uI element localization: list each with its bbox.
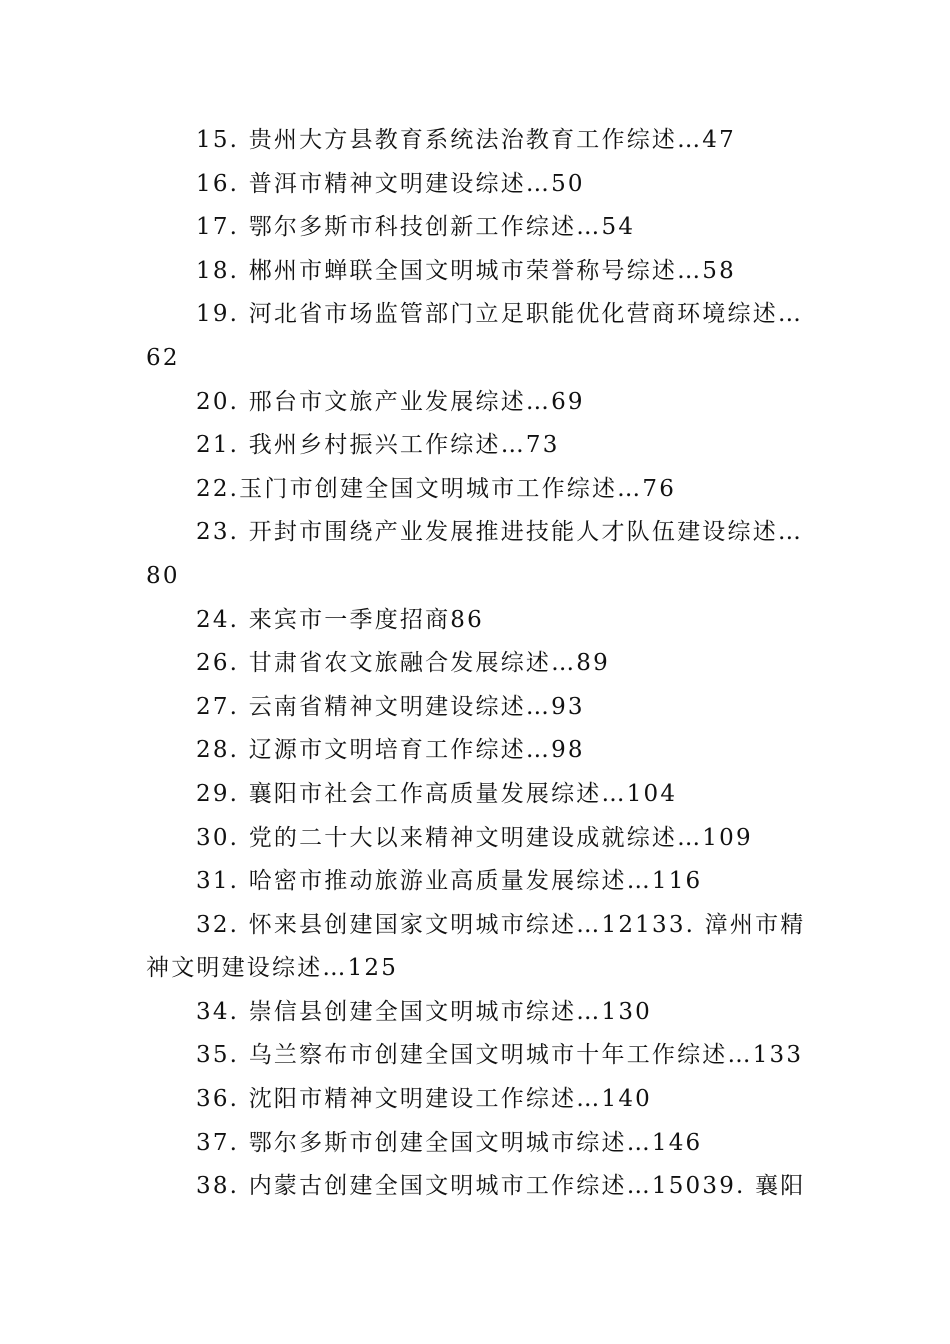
toc-entry-27: 27. 云南省精神文明建设综述…93 <box>196 693 585 720</box>
toc-entry-37: 37. 鄂尔多斯市创建全国文明城市综述…146 <box>196 1129 703 1156</box>
toc-entry-16: 16. 普洱市精神文明建设综述…50 <box>196 170 585 197</box>
toc-entry-20: 20. 邢台市文旅产业发展综述…69 <box>196 388 585 415</box>
toc-entry-26: 26. 甘肃省农文旅融合发展综述…89 <box>196 650 610 677</box>
toc-entry-23: 23. 开封市围绕产业发展推进技能人才队伍建设综述…80 <box>146 519 804 589</box>
toc-entry-17: 17. 鄂尔多斯市科技创新工作综述…54 <box>196 214 636 241</box>
toc-entry-24: 24. 来宾市一季度招商86 <box>196 606 484 633</box>
toc-entry-38: 38. 内蒙古创建全国文明城市工作综述…15039. 襄阳 <box>196 1173 806 1200</box>
toc-entry-36: 36. 沈阳市精神文明建设工作综述…140 <box>196 1086 652 1113</box>
toc-entry-32: 32. 怀来县创建国家文明城市综述…12133. 漳州市精神文明建设综述…125 <box>146 911 806 982</box>
toc-entry-31: 31. 哈密市推动旅游业高质量发展综述…116 <box>196 868 703 895</box>
toc-entry-22: 22.玉门市创建全国文明城市工作综述…76 <box>196 475 677 502</box>
toc-entry-21: 21. 我州乡村振兴工作综述…73 <box>196 432 560 459</box>
toc-entry-28: 28. 辽源市文明培育工作综述…98 <box>196 737 585 764</box>
toc-entry-30: 30. 党的二十大以来精神文明建设成就综述…109 <box>196 824 753 851</box>
toc-entry-34: 34. 崇信县创建全国文明城市综述…130 <box>196 998 652 1025</box>
table-of-contents <box>146 119 808 1209</box>
toc-entry-29: 29. 襄阳市社会工作高质量发展综述…104 <box>196 780 678 807</box>
toc-entry-15: 15. 贵州大方县教育系统法治教育工作综述…47 <box>196 127 736 153</box>
toc-entry-18: 18. 郴州市蝉联全国文明城市荣誉称号综述…58 <box>196 257 736 284</box>
toc-entry-19: 19. 河北省市场监管部门立足职能优化营商环境综述…62 <box>146 301 804 371</box>
toc-entry-35: 35. 乌兰察布市创建全国文明城市十年工作综述…133 <box>196 1042 804 1069</box>
